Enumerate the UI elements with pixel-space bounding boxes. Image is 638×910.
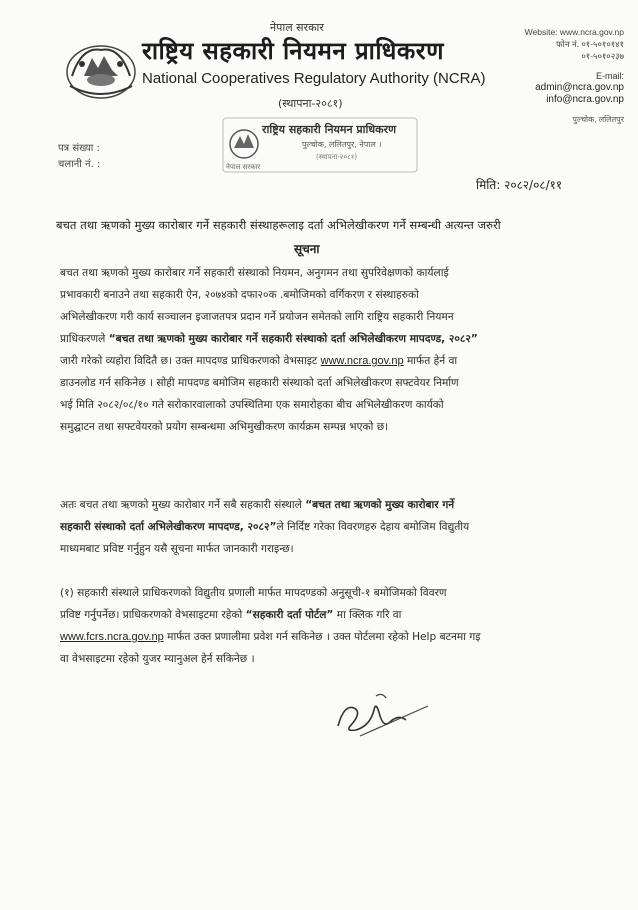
text-span: मार्फत उक्त प्रणालीमा प्रवेश गर्न सकिनेछ । उक्त पोर्टलमा रहेको Help बटनमा गइ [167, 631, 481, 643]
paragraph-line [60, 350, 612, 372]
paragraph-line [60, 604, 612, 626]
reference-block [58, 141, 100, 173]
ncra-website-link[interactable]: www.ncra.gov.np [320, 355, 404, 367]
text-span: मार्फत हेर्न वा [406, 355, 458, 367]
standard-title: “बचत तथा ऋणको मुख्य कारोबार गर्ने [305, 499, 455, 511]
paragraph-line: अभिलेखीकरण गरी कार्य सञ्चालन इजाजतपत्र प्रदान गर्ने प्रयोजन समेतको लागि राष्ट्रिय सहकारी नियमन [60, 311, 454, 323]
date-text: मिति: २०८२/०८/११ [476, 178, 563, 192]
paragraph-line [60, 494, 612, 516]
text-span: ले निर्दिष्ट गरेका विवरणहरु देहाय बमोजिम विद्युतीय [276, 521, 470, 533]
nepal-emblem-icon [62, 36, 140, 102]
standard-title: “बचत तथा ऋणको मुख्य कारोबार गर्ने सहकारी संस्थाको दर्ता अभिलेखीकरण मापदण्ड, २०८२” [108, 333, 478, 345]
website-text: Website: www.ncra.gov.np [524, 27, 624, 37]
paragraph-line: भई मिति २०८२/०८/१० गते सरोकारवालाको उपस्थितिमा एक समारोहका बीच अभिलेखीकरण कार्यको [60, 399, 444, 411]
phone-1: फोन नं. ०१-५०१०१४१ [556, 39, 624, 49]
email-admin: admin@ncra.gov.np [535, 82, 624, 93]
stamp-gov: नेपाल सरकार [226, 163, 261, 171]
paragraph-line [60, 328, 612, 350]
notice-title: सूचना [294, 242, 320, 256]
contact-block [476, 26, 624, 126]
paragraph-line [60, 516, 612, 538]
portal-name: “सहकारी दर्ता पोर्टल” [245, 609, 334, 621]
text-span: प्रविष्ट गर्नुपर्नेछ। प्राधिकरणको वेभसाइटमा रहेको [60, 609, 243, 621]
paragraph-line: समुद्घाटन तथा सफ्टवेयरको प्रयोग सम्बन्धमा अभिमुखीकरण कार्यक्रम सम्पन्न भएको छ। [60, 421, 389, 433]
stamp-place: पुल्चोक, ललितपुर, नेपाल । [302, 140, 382, 149]
paragraph-1 [60, 262, 612, 438]
address-text: पुल्चोक, ललितपुर [572, 115, 624, 124]
standard-title: सहकारी संस्थाको दर्ता अभिलेखीकरण मापदण्ड, २०८२” [60, 521, 277, 533]
dispatch-number-label: चलानी नं. : [58, 159, 101, 170]
paragraph-2 [60, 494, 612, 560]
subject-line: बचत तथा ऋणको मुख्य कारोबार गर्ने सहकारी संस्थाहरूलाइ दर्ता अभिलेखीकरण गर्ने सम्बन्धी अत्यन्त जरुरी [56, 218, 501, 232]
text-span: जारी गरेको व्यहोरा विदितै छ। उक्त मापदण्ड प्राधिकरणको वेभसाइट [60, 355, 318, 367]
text-span: अतः बचत तथा ऋणको मुख्य कारोबार गर्ने सबै सहकारी संस्थाले [60, 499, 302, 511]
phone-2: ०१-५०१०२३७ [581, 51, 624, 61]
paragraph-line: बचत तथा ऋणको मुख्य कारोबार गर्ने सहकारी संस्थाको नियमन, अनुगमन तथा सुपरिवेक्षणको कार्यलाई [60, 267, 449, 279]
org-name-nepali: राष्ट्रिय सहकारी नियमन प्राधिकरण [142, 37, 444, 65]
stamp-org-name: राष्ट्रिय सहकारी नियमन प्राधिकरण [262, 123, 397, 136]
government-label: नेपाल सरकार [270, 21, 324, 34]
paragraph-3 [60, 582, 612, 670]
text-span: मा क्लिक गरि वा [336, 609, 402, 621]
fcrs-portal-link[interactable]: www.fcrs.ncra.gov.np [60, 631, 164, 643]
org-name-english: National Cooperatives Regulatory Authority (NCRA) [142, 70, 486, 87]
paragraph-line: वा वेभसाइटमा रहेको युजर म्यानुअल हेर्न सकिनेछ । [60, 653, 255, 665]
email-label: E-mail: [595, 71, 624, 81]
paragraph-line: (१) सहकारी संस्थाले प्राधिकरणको विद्युतीय प्रणाली मार्फत मापदण्डको अनुसूची-१ बमोजिमको विवरण [60, 587, 447, 599]
established-label: (स्थापना-२०८१) [278, 97, 343, 110]
paragraph-line: माध्यमबाट प्रविष्ट गर्नुहुन यसै सूचना मार्फत जानकारी गराइन्छ। [60, 543, 294, 555]
signature-icon [330, 686, 440, 742]
stamp-estd: (स्थापना-२०८१) [316, 153, 358, 161]
paragraph-line [60, 626, 612, 648]
text-span: प्राधिकरणले [60, 333, 106, 345]
letter-number-label: पत्र संख्या : [58, 143, 100, 154]
paragraph-line: प्रभावकारी बनाउने तथा सहकारी ऐन, २०७४को दफा२०क .बमोजिमको वर्गिकरण र संस्थाहरुको [60, 289, 419, 301]
paragraph-line: डाउनलोड गर्न सकिनेछ । सोही मापदण्ड बमोजिम सहकारी संस्थाको दर्ता अभिलेखीकरण सफ्टवेयर निर्माण [60, 377, 459, 389]
email-info: info@ncra.gov.np [546, 94, 624, 105]
